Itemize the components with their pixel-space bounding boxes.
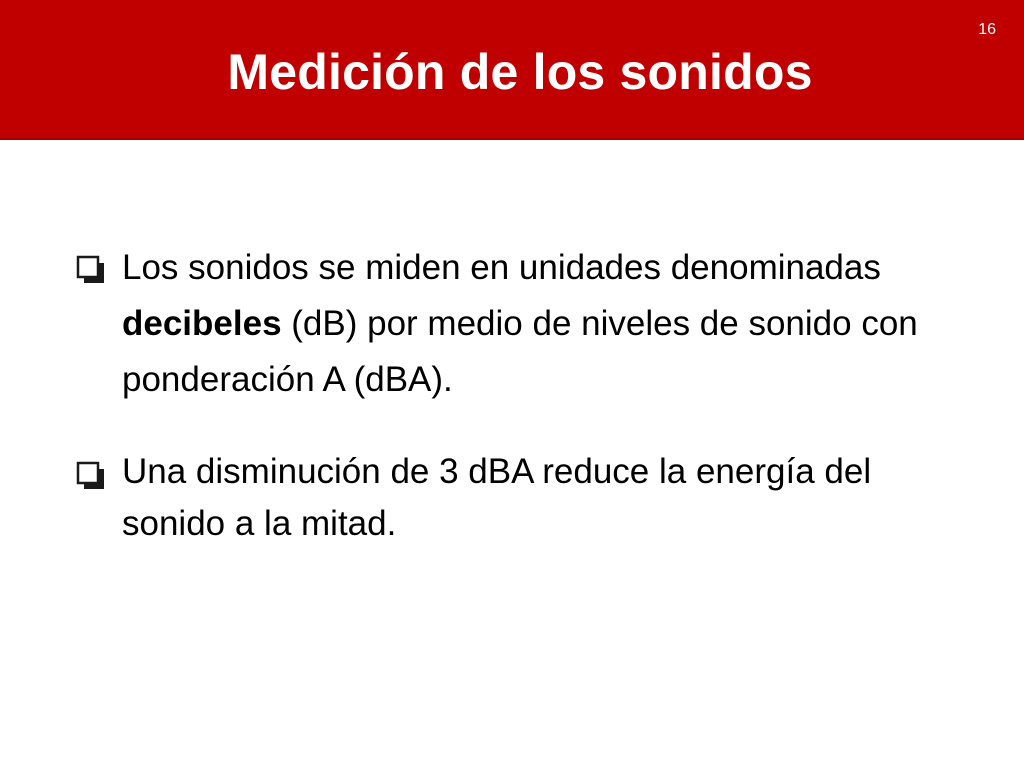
bullet-text-start: Los sonidos se miden en unidades denominadas bbox=[122, 248, 881, 287]
bullet-text-bold: decibeles bbox=[122, 304, 282, 343]
bullet-list bbox=[76, 240, 976, 588]
bullet-item-decibels bbox=[76, 240, 976, 408]
bullet-item-energy bbox=[76, 446, 976, 550]
page-number: 16 bbox=[978, 21, 996, 38]
checkbox-bullet-icon bbox=[76, 461, 106, 491]
bullet-text-end: (dB) por medio de niveles de sonido con ponderación A (dBA). bbox=[122, 304, 918, 399]
checkbox-bullet-icon bbox=[76, 255, 106, 285]
title-banner bbox=[0, 0, 1024, 140]
bullet-text: Una disminución de 3 dBA reduce la energía del sonido a la mitad. bbox=[122, 452, 872, 543]
page-title: Medición de los sonidos bbox=[227, 44, 813, 100]
